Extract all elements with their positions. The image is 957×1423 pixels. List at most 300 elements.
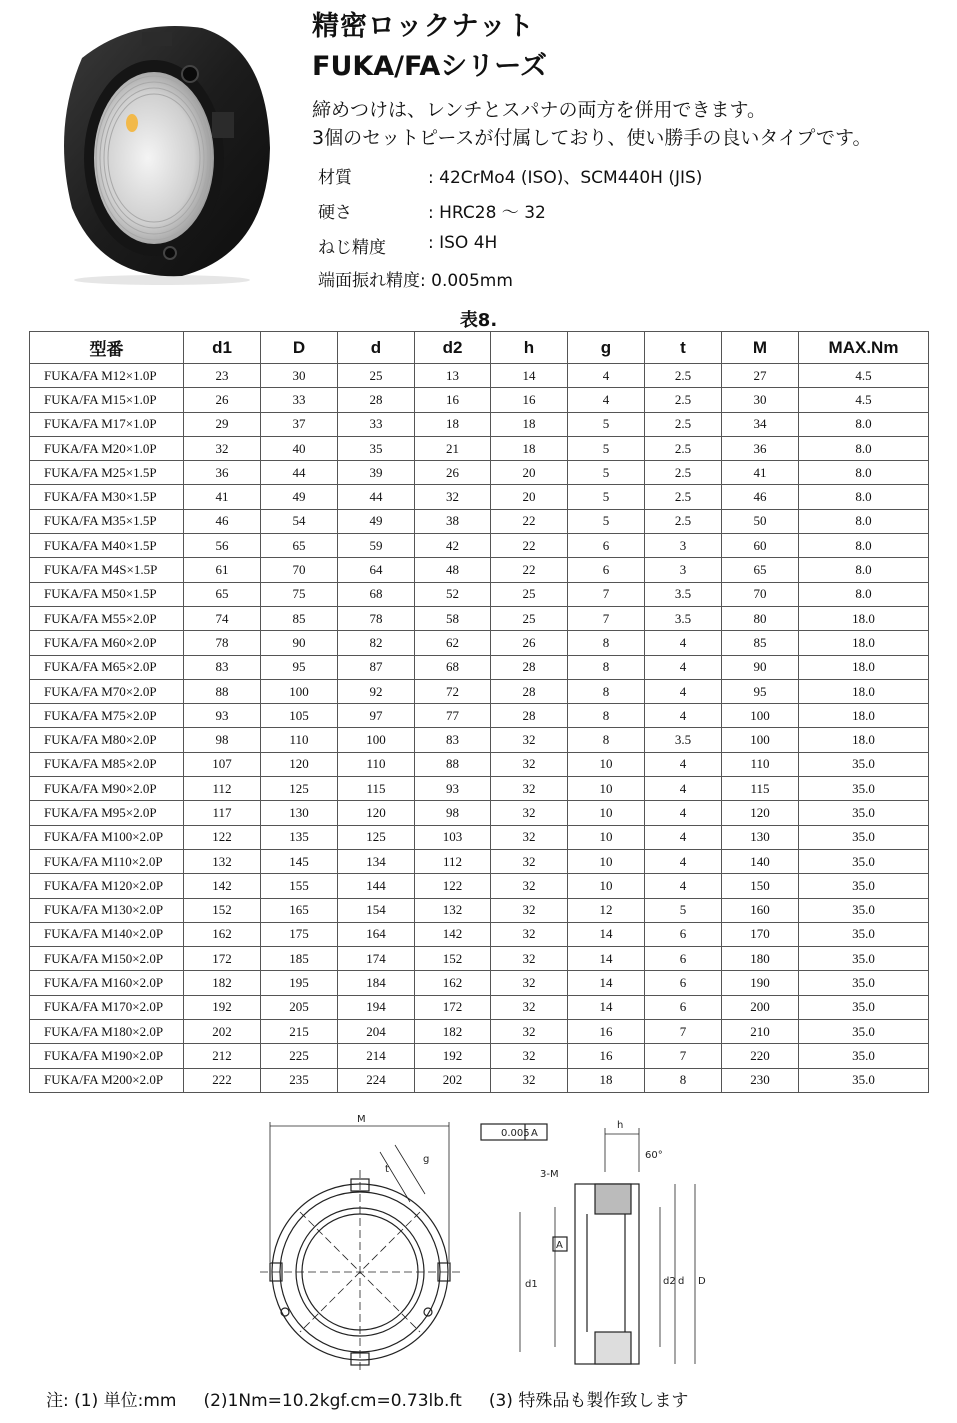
value-cell: 34: [722, 412, 799, 436]
table-row: [30, 558, 929, 582]
value-cell: 117: [184, 801, 261, 825]
model-cell: FUKA/FA M130×2.0P: [30, 898, 184, 922]
value-cell: 18.0: [799, 631, 929, 655]
value-cell: 100: [338, 728, 415, 752]
model-cell: FUKA/FA M90×2.0P: [30, 777, 184, 801]
table-row: [30, 752, 929, 776]
table-row: [30, 364, 929, 388]
value-cell: 32: [491, 971, 568, 995]
col-header-h: h: [491, 332, 568, 364]
value-cell: 85: [722, 631, 799, 655]
value-cell: 134: [338, 849, 415, 873]
col-header-M: M: [722, 332, 799, 364]
value-cell: 77: [415, 704, 491, 728]
value-cell: 37: [261, 412, 338, 436]
value-cell: 46: [722, 485, 799, 509]
value-cell: 2.5: [645, 509, 722, 533]
value-cell: 93: [415, 777, 491, 801]
value-cell: 154: [338, 898, 415, 922]
table-row: [30, 1020, 929, 1044]
value-cell: 65: [184, 582, 261, 606]
value-cell: 132: [184, 849, 261, 873]
value-cell: 35.0: [799, 898, 929, 922]
value-cell: 98: [415, 801, 491, 825]
value-cell: 16: [568, 1020, 645, 1044]
table-row: [30, 1044, 929, 1068]
dim-label-M: M: [357, 1114, 366, 1125]
value-cell: 6: [568, 534, 645, 558]
value-cell: 44: [261, 461, 338, 485]
value-cell: 26: [184, 388, 261, 412]
value-cell: 172: [184, 947, 261, 971]
value-cell: 26: [415, 461, 491, 485]
value-cell: 115: [338, 777, 415, 801]
value-cell: 41: [184, 485, 261, 509]
value-cell: 214: [338, 1044, 415, 1068]
value-cell: 3: [645, 558, 722, 582]
value-cell: 160: [722, 898, 799, 922]
model-cell: FUKA/FA M110×2.0P: [30, 849, 184, 873]
table-row: [30, 995, 929, 1019]
table-row: [30, 461, 929, 485]
value-cell: 8: [568, 655, 645, 679]
col-header-t: t: [645, 332, 722, 364]
datum-label: A: [531, 1128, 538, 1139]
value-cell: 3.5: [645, 606, 722, 630]
value-cell: 50: [722, 509, 799, 533]
model-cell: FUKA/FA M70×2.0P: [30, 679, 184, 703]
value-cell: 32: [491, 1020, 568, 1044]
value-cell: 103: [415, 825, 491, 849]
table-row: [30, 485, 929, 509]
value-cell: 4: [645, 849, 722, 873]
value-cell: 28: [491, 655, 568, 679]
value-cell: 5: [568, 412, 645, 436]
model-cell: FUKA/FA M120×2.0P: [30, 874, 184, 898]
value-cell: 35.0: [799, 1068, 929, 1092]
value-cell: 18.0: [799, 728, 929, 752]
value-cell: 130: [722, 825, 799, 849]
value-cell: 5: [645, 898, 722, 922]
value-cell: 172: [415, 995, 491, 1019]
footnote: 注: (1) 単位:mm (2)1Nm=10.2kgf.cm=0.73lb.ft (3) 特殊品も製作致します: [46, 1391, 689, 1411]
value-cell: 202: [415, 1068, 491, 1092]
value-cell: 107: [184, 752, 261, 776]
table-row: [30, 777, 929, 801]
col-header-g: g: [568, 332, 645, 364]
value-cell: 182: [415, 1020, 491, 1044]
value-cell: 8.0: [799, 534, 929, 558]
value-cell: 32: [491, 825, 568, 849]
spec-value-runout: : 0.005mm: [420, 271, 513, 291]
model-cell: FUKA/FA M100×2.0P: [30, 825, 184, 849]
value-cell: 54: [261, 509, 338, 533]
spec-label-hardness: 硬さ: [318, 203, 352, 223]
value-cell: 35.0: [799, 801, 929, 825]
value-cell: 32: [491, 777, 568, 801]
technical-drawing: [255, 1112, 715, 1377]
value-cell: 222: [184, 1068, 261, 1092]
value-cell: 4: [645, 704, 722, 728]
value-cell: 97: [338, 704, 415, 728]
value-cell: 144: [338, 874, 415, 898]
model-cell: FUKA/FA M40×1.5P: [30, 534, 184, 558]
table-row: [30, 606, 929, 630]
value-cell: 28: [491, 679, 568, 703]
value-cell: 7: [568, 606, 645, 630]
value-cell: 32: [491, 874, 568, 898]
spec-runout: [318, 266, 513, 291]
value-cell: 32: [184, 436, 261, 460]
value-cell: 16: [415, 388, 491, 412]
value-cell: 49: [261, 485, 338, 509]
value-cell: 33: [261, 388, 338, 412]
value-cell: 32: [491, 801, 568, 825]
datum-box-label: A: [556, 1240, 563, 1251]
value-cell: 32: [491, 752, 568, 776]
value-cell: 112: [415, 849, 491, 873]
value-cell: 8: [568, 704, 645, 728]
spec-label-runout: 端面振れ精度: [318, 271, 420, 291]
table-caption: 表8.: [459, 310, 498, 331]
value-cell: 120: [261, 752, 338, 776]
value-cell: 5: [568, 509, 645, 533]
value-cell: 132: [415, 898, 491, 922]
value-cell: 164: [338, 922, 415, 946]
value-cell: 32: [491, 728, 568, 752]
value-cell: 35.0: [799, 971, 929, 995]
value-cell: 80: [722, 606, 799, 630]
table-row: [30, 801, 929, 825]
value-cell: 32: [491, 947, 568, 971]
model-cell: FUKA/FA M60×2.0P: [30, 631, 184, 655]
table-row: [30, 922, 929, 946]
value-cell: 10: [568, 801, 645, 825]
value-cell: 120: [722, 801, 799, 825]
value-cell: 88: [184, 679, 261, 703]
value-cell: 78: [338, 606, 415, 630]
value-cell: 35.0: [799, 752, 929, 776]
value-cell: 2.5: [645, 412, 722, 436]
value-cell: 192: [184, 995, 261, 1019]
value-cell: 35.0: [799, 995, 929, 1019]
value-cell: 16: [491, 388, 568, 412]
value-cell: 125: [261, 777, 338, 801]
value-cell: 6: [645, 922, 722, 946]
dim-label-d1: d1: [525, 1279, 538, 1290]
value-cell: 7: [645, 1020, 722, 1044]
value-cell: 68: [415, 655, 491, 679]
model-cell: FUKA/FA M25×1.5P: [30, 461, 184, 485]
value-cell: 20: [491, 485, 568, 509]
model-cell: FUKA/FA M4S×1.5P: [30, 558, 184, 582]
threads-label: 3-M: [540, 1169, 559, 1180]
value-cell: 8.0: [799, 558, 929, 582]
value-cell: 112: [184, 777, 261, 801]
value-cell: 35.0: [799, 849, 929, 873]
value-cell: 3: [645, 534, 722, 558]
dim-label-t: t: [385, 1164, 389, 1175]
value-cell: 4: [645, 679, 722, 703]
value-cell: 185: [261, 947, 338, 971]
value-cell: 110: [261, 728, 338, 752]
value-cell: 32: [491, 922, 568, 946]
dim-label-h: h: [617, 1120, 624, 1131]
value-cell: 8: [568, 728, 645, 752]
table-row: [30, 947, 929, 971]
value-cell: 36: [722, 436, 799, 460]
table-row: [30, 534, 929, 558]
value-cell: 30: [722, 388, 799, 412]
value-cell: 14: [491, 364, 568, 388]
value-cell: 202: [184, 1020, 261, 1044]
value-cell: 8.0: [799, 485, 929, 509]
value-cell: 230: [722, 1068, 799, 1092]
model-cell: FUKA/FA M190×2.0P: [30, 1044, 184, 1068]
description-line-2: 3個のセットピースが付属しており、使い勝手の良いタイプです。: [312, 127, 872, 149]
value-cell: 25: [491, 606, 568, 630]
value-cell: 93: [184, 704, 261, 728]
value-cell: 180: [722, 947, 799, 971]
value-cell: 7: [645, 1044, 722, 1068]
value-cell: 32: [491, 995, 568, 1019]
model-cell: FUKA/FA M75×2.0P: [30, 704, 184, 728]
model-cell: FUKA/FA M12×1.0P: [30, 364, 184, 388]
value-cell: 152: [415, 947, 491, 971]
value-cell: 142: [415, 922, 491, 946]
value-cell: 184: [338, 971, 415, 995]
value-cell: 4.5: [799, 388, 929, 412]
value-cell: 90: [722, 655, 799, 679]
value-cell: 18: [568, 1068, 645, 1092]
table-row: [30, 874, 929, 898]
value-cell: 32: [491, 898, 568, 922]
value-cell: 64: [338, 558, 415, 582]
value-cell: 125: [338, 825, 415, 849]
table-row: [30, 679, 929, 703]
value-cell: 52: [415, 582, 491, 606]
spec-table: [29, 331, 929, 1093]
value-cell: 18.0: [799, 679, 929, 703]
value-cell: 5: [568, 461, 645, 485]
value-cell: 38: [415, 509, 491, 533]
value-cell: 170: [722, 922, 799, 946]
value-cell: 21: [415, 436, 491, 460]
table-row: [30, 388, 929, 412]
value-cell: 90: [261, 631, 338, 655]
value-cell: 182: [184, 971, 261, 995]
value-cell: 142: [184, 874, 261, 898]
value-cell: 23: [184, 364, 261, 388]
value-cell: 18.0: [799, 606, 929, 630]
value-cell: 82: [338, 631, 415, 655]
value-cell: 36: [184, 461, 261, 485]
value-cell: 4: [568, 388, 645, 412]
description-line-1: 締めつけは、レンチとスパナの両方を併用できます。: [312, 99, 767, 121]
value-cell: 174: [338, 947, 415, 971]
value-cell: 8.0: [799, 461, 929, 485]
value-cell: 205: [261, 995, 338, 1019]
side-view: [481, 1124, 695, 1364]
angle-label: 60°: [645, 1150, 663, 1161]
value-cell: 152: [184, 898, 261, 922]
value-cell: 100: [261, 679, 338, 703]
value-cell: 62: [415, 631, 491, 655]
value-cell: 46: [184, 509, 261, 533]
value-cell: 8.0: [799, 509, 929, 533]
value-cell: 44: [338, 485, 415, 509]
value-cell: 58: [415, 606, 491, 630]
value-cell: 155: [261, 874, 338, 898]
value-cell: 2.5: [645, 364, 722, 388]
value-cell: 29: [184, 412, 261, 436]
value-cell: 74: [184, 606, 261, 630]
value-cell: 150: [722, 874, 799, 898]
table-row: [30, 655, 929, 679]
lock-nut-photo: [42, 18, 280, 286]
value-cell: 8: [568, 679, 645, 703]
table-row: [30, 825, 929, 849]
value-cell: 85: [261, 606, 338, 630]
dim-label-g: g: [423, 1154, 430, 1165]
value-cell: 60: [722, 534, 799, 558]
value-cell: 110: [722, 752, 799, 776]
value-cell: 4: [645, 752, 722, 776]
value-cell: 35.0: [799, 1020, 929, 1044]
value-cell: 4: [645, 874, 722, 898]
value-cell: 68: [338, 582, 415, 606]
value-cell: 140: [722, 849, 799, 873]
model-cell: FUKA/FA M30×1.5P: [30, 485, 184, 509]
value-cell: 65: [261, 534, 338, 558]
value-cell: 26: [491, 631, 568, 655]
value-cell: 33: [338, 412, 415, 436]
value-cell: 14: [568, 922, 645, 946]
value-cell: 235: [261, 1068, 338, 1092]
value-cell: 35.0: [799, 825, 929, 849]
value-cell: 210: [722, 1020, 799, 1044]
value-cell: 70: [261, 558, 338, 582]
value-cell: 32: [415, 485, 491, 509]
model-cell: FUKA/FA M20×1.0P: [30, 436, 184, 460]
value-cell: 83: [415, 728, 491, 752]
model-cell: FUKA/FA M150×2.0P: [30, 947, 184, 971]
value-cell: 120: [338, 801, 415, 825]
value-cell: 25: [491, 582, 568, 606]
value-cell: 4: [645, 801, 722, 825]
dim-label-d2: d2: [663, 1276, 676, 1287]
value-cell: 32: [491, 1068, 568, 1092]
value-cell: 105: [261, 704, 338, 728]
col-header-D: D: [261, 332, 338, 364]
value-cell: 40: [261, 436, 338, 460]
value-cell: 48: [415, 558, 491, 582]
value-cell: 18: [491, 412, 568, 436]
value-cell: 130: [261, 801, 338, 825]
value-cell: 220: [722, 1044, 799, 1068]
value-cell: 7: [568, 582, 645, 606]
value-cell: 4.5: [799, 364, 929, 388]
value-cell: 165: [261, 898, 338, 922]
value-cell: 83: [184, 655, 261, 679]
value-cell: 12: [568, 898, 645, 922]
value-cell: 28: [491, 704, 568, 728]
col-header-max-nm: MAX.Nm: [799, 332, 929, 364]
value-cell: 2.5: [645, 485, 722, 509]
table-row: [30, 728, 929, 752]
table-row: [30, 898, 929, 922]
value-cell: 122: [415, 874, 491, 898]
value-cell: 32: [491, 849, 568, 873]
value-cell: 6: [645, 971, 722, 995]
value-cell: 175: [261, 922, 338, 946]
value-cell: 3.5: [645, 582, 722, 606]
table-row: [30, 509, 929, 533]
value-cell: 135: [261, 825, 338, 849]
model-cell: FUKA/FA M95×2.0P: [30, 801, 184, 825]
value-cell: 6: [645, 947, 722, 971]
value-cell: 4: [568, 364, 645, 388]
value-cell: 4: [645, 825, 722, 849]
model-cell: FUKA/FA M17×1.0P: [30, 412, 184, 436]
value-cell: 115: [722, 777, 799, 801]
value-cell: 145: [261, 849, 338, 873]
value-cell: 18: [491, 436, 568, 460]
value-cell: 35.0: [799, 1044, 929, 1068]
value-cell: 35: [338, 436, 415, 460]
model-cell: FUKA/FA M85×2.0P: [30, 752, 184, 776]
value-cell: 95: [261, 655, 338, 679]
value-cell: 22: [491, 534, 568, 558]
value-cell: 2.5: [645, 436, 722, 460]
value-cell: 5: [568, 485, 645, 509]
value-cell: 18.0: [799, 704, 929, 728]
value-cell: 18.0: [799, 655, 929, 679]
table-row: [30, 849, 929, 873]
model-cell: FUKA/FA M50×1.5P: [30, 582, 184, 606]
model-cell: FUKA/FA M65×2.0P: [30, 655, 184, 679]
col-header-model: 型番: [30, 332, 184, 364]
value-cell: 75: [261, 582, 338, 606]
dim-label-d: d: [678, 1276, 685, 1287]
value-cell: 35.0: [799, 777, 929, 801]
value-cell: 49: [338, 509, 415, 533]
value-cell: 72: [415, 679, 491, 703]
value-cell: 5: [568, 436, 645, 460]
value-cell: 204: [338, 1020, 415, 1044]
value-cell: 88: [415, 752, 491, 776]
value-cell: 35.0: [799, 947, 929, 971]
value-cell: 2.5: [645, 461, 722, 485]
model-cell: FUKA/FA M170×2.0P: [30, 995, 184, 1019]
value-cell: 8.0: [799, 412, 929, 436]
value-cell: 65: [722, 558, 799, 582]
value-cell: 194: [338, 995, 415, 1019]
value-cell: 87: [338, 655, 415, 679]
value-cell: 41: [722, 461, 799, 485]
value-cell: 35.0: [799, 874, 929, 898]
value-cell: 39: [338, 461, 415, 485]
product-title: 精密ロックナット: [312, 11, 535, 42]
series-title: FUKA/FAシリーズ: [312, 51, 547, 82]
col-header-d2: d2: [415, 332, 491, 364]
value-cell: 32: [491, 1044, 568, 1068]
value-cell: 200: [722, 995, 799, 1019]
col-header-d1: d1: [184, 332, 261, 364]
spec-label-material: 材質: [318, 168, 352, 188]
value-cell: 162: [184, 922, 261, 946]
value-cell: 10: [568, 874, 645, 898]
